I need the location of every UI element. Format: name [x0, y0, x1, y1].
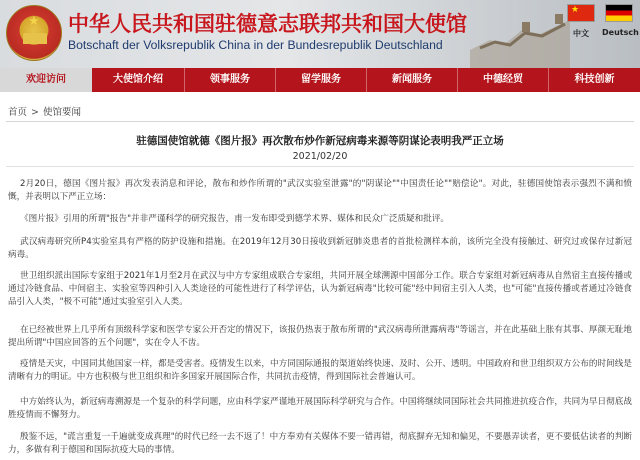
lang-switch-cn[interactable] — [564, 4, 598, 39]
article-title: 驻德国使馆就德《图片报》再次散布炒作新冠病毒来源等阴谋论表明我严正立场 — [136, 135, 504, 147]
china-flag-icon: ★ — [567, 4, 595, 22]
breadcrumb-current[interactable]: 使馆要闻 — [42, 107, 81, 118]
article-paragraph: 中方始终认为，新冠病毒溯源是一个复杂的科学问题，应由科学家严谨地开展国际科学研究与合作。中国将继续同国际社会共同推进抗疫合作，共同为早日彻底战胜疫情而不懈努力。 — [8, 397, 632, 420]
nav-item-study[interactable]: 留学服务 — [275, 68, 366, 92]
article-paragraph: 2月20日，德国《图片报》再次发表消息和评论，散布和炒作所谓的"武汉实验室泄露"的"阴谋论""中国责任论""赔偿论"。对此，驻德国使馆表示强烈不满和愤慨，并表明以下严正立场： — [8, 179, 632, 202]
germany-flag-icon — [605, 4, 633, 22]
embassy-title-cn: 中华人民共和国驻德意志联邦共和国大使馆 — [68, 11, 467, 36]
article-paragraph: 在已经被世界上几乎所有顶级科学家和医学专家公开否定的情况下，该报仍热衷于散布所谓的"武汉病毒所泄露病毒"等谣言，并在此基础上胀有其事、厚颜无耻地提出所谓"中国应回答的五个问题"，实在令人不齿。 — [8, 325, 632, 348]
main-nav — [0, 68, 640, 92]
article-paragraph: 疫情是天灾，中国同其他国家一样，都是受害者。疫情发生以来，中方同国际通报的渠道始终快速、及时、公开、透明。中国政府和世卫组织双方公布的时间线是清晰有力的明证。中方也积极与世卫组织和许多国家开展国际合作，共同抗击疫情，得到国际社会普遍认可。 — [8, 359, 632, 382]
embassy-title-de: Botschaft der Volksrepublik China in der Bundesrepublik Deutschland — [68, 38, 443, 52]
breadcrumb-separator: > — [31, 107, 39, 118]
lang-switch-de[interactable] — [602, 4, 639, 37]
nav-item-trade[interactable]: 中德经贸 — [457, 68, 548, 92]
article-paragraph: 世卫组织派出国际专家组于2021年1月至2月在武汉与中方专家组成联合专家组，共同开展全球溯源中国部分工作。联合专家组对新冠病毒从自然宿主直接传播或通过冷链食品、中间宿主、实验室等四种引入人类途径的可能性进行了科学评估，认为新冠病毒"比较可能"经中间宿主引入人类，也"可能"直接传播或者通过冷链食品引入人类，"极不可能"通过实验室引入人类。 — [8, 271, 632, 307]
breadcrumb-home[interactable]: 首页 — [8, 107, 28, 118]
nav-item-welcome[interactable]: 欢迎访问 — [0, 68, 92, 92]
national-emblem-icon: ★ — [6, 5, 62, 61]
article-date: 2021/02/20 — [292, 151, 348, 162]
article-paragraph: 武汉病毒研究所P4实验室具有严格的防护设施和措施。在2019年12月30日接收到新冠肺炎患者的首批检测样本前，该所完全没有接触过、研究过或保存过新冠病毒。 — [8, 237, 632, 260]
nav-item-embassy-intro[interactable]: 大使馆介绍 — [113, 74, 163, 85]
site-header — [0, 0, 640, 68]
lang-de-label: Deutsch — [602, 28, 639, 37]
divider — [6, 121, 634, 122]
nav-item-consular[interactable]: 领事服务 — [184, 68, 275, 92]
article-paragraph: 殷鉴不远，"谎言重复一千遍就变成真理"的时代已经一去不返了！中方奉劝有关媒体不要一错再错，彻底摒弃无知和偏见，不要愚弄读者，更不要低估读者的判断力，多做有利于德国和国际抗疫大局的事情。 — [8, 432, 632, 455]
divider — [6, 166, 634, 167]
breadcrumb — [8, 104, 81, 118]
lang-cn-label: 中文 — [573, 29, 589, 38]
article-paragraph: 《图片报》引用的所谓"报告"并非严谨科学的研究报告，甫一发布即受到德学术界、媒体和民众广泛质疑和批评。 — [20, 214, 450, 224]
nav-item-tech[interactable]: 科技创新 — [548, 68, 640, 92]
nav-item-news[interactable]: 新闻服务 — [366, 68, 457, 92]
great-wall-illustration — [470, 0, 570, 68]
